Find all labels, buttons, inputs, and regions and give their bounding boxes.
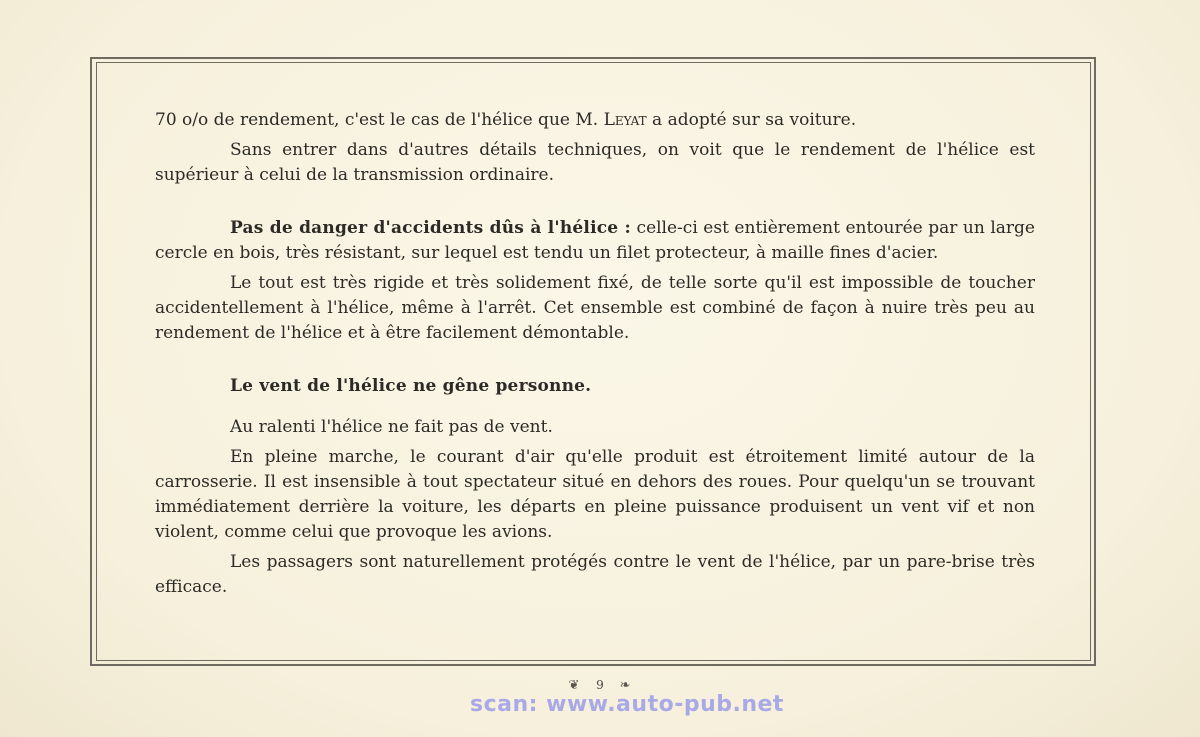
heading-no-danger: Pas de danger d'accidents dûs à l'hélice : xyxy=(230,218,632,238)
page-number: 9 xyxy=(596,678,604,692)
paragraph-2: Sans entrer dans d'autres détails techniques, on voit que le rendement de l'hélice est supérieur à celui de la transmission ordinaire. xyxy=(155,140,1035,185)
paragraph-6: Au ralenti l'hélice ne fait pas de vent. xyxy=(230,417,553,437)
paragraph-1-suffix: a adopté sur sa voiture. xyxy=(646,110,857,130)
paragraph-3-body: celle-ci est entièrement entourée par un large cercle en bois, très résistant, sur lequel est tendu un filet protecteur, à maille fines d'acier. xyxy=(155,218,1035,263)
scan-watermark: scan: www.auto-pub.net xyxy=(470,692,784,717)
paragraph-1 xyxy=(155,108,1035,133)
paragraph-3 xyxy=(155,216,1035,266)
paragraph-1-prefix: 70 o/o de rendement, c'est le cas de l'hélice que M. xyxy=(155,110,604,130)
paragraph-1-name: Leyat xyxy=(603,110,647,130)
paragraph-8: Les passagers sont naturellement protégés contre le vent de l'hélice, par un pare-brise très efficace. xyxy=(155,552,1035,597)
heading-wind: Le vent de l'hélice ne gêne personne. xyxy=(230,376,592,396)
ornament-left-icon: ❦ xyxy=(568,678,581,693)
ornament-right-icon: ❧ xyxy=(619,678,632,693)
paragraph-7: En pleine marche, le courant d'air qu'elle produit est étroitement limité autour de la carrosserie. Il est insensible à tout spectateur situé en dehors des roues. Pour quelqu'un se trouvant immédiatement derrière la voiture, les départs en pleine puissance produisent un vent vif et non violent, comme celui que provoque les avions. xyxy=(155,447,1035,542)
paragraph-4: Le tout est très rigide et très solidement fixé, de telle sorte qu'il est impossible de toucher accidentellement à l'hélice, même à l'arrêt. Cet ensemble est combiné de façon à nuire très peu au rendement de l'hélice et à être facilement démontable. xyxy=(155,273,1035,343)
body-text xyxy=(155,108,1035,600)
page-footer xyxy=(0,678,1200,693)
